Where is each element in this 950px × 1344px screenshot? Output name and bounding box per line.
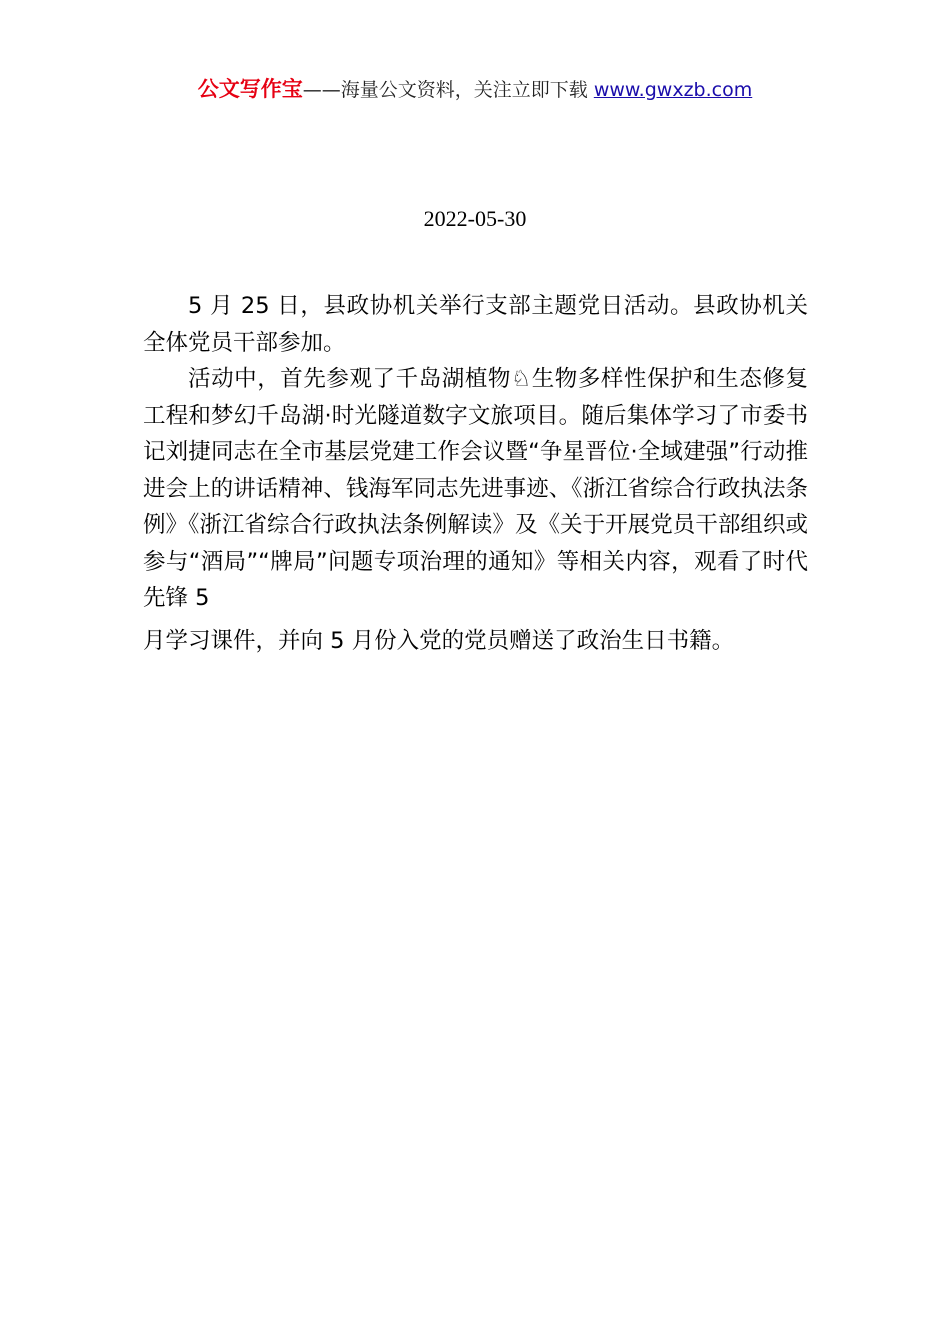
header-tagline: ——海量公文资料，关注立即下载 xyxy=(302,79,588,101)
paragraph-tail: 月学习课件，并向 5 月份入党的党员赠送了政治生日书籍。 xyxy=(143,627,735,654)
paragraph-2: 活动中，首先参观了千岛湖植物♘生物多样性保护和生态修复工程和梦幻千岛湖·时光隧道数字文旅项目。随后集体学习了市委书记刘捷同志在全市基层党建工作会议暨“争星晋位·全域建强”行动推进会上的讲话精神、钱海军同志先进事迹、《浙江省综合行政执法条例》《浙江省综合行政执法条例解读》及《关于开展党员干部组织或参与“酒局”“牌局”问题专项治理的通知》等相关内容，观看了时代先锋 5 xyxy=(143,366,808,611)
document-body xyxy=(143,288,808,659)
page-header xyxy=(0,74,950,105)
brand-name: 公文写作宝 xyxy=(197,77,303,101)
site-link[interactable]: www.gwxzb.com xyxy=(593,79,753,101)
paragraph-1: 5 月 25 日，县政协机关举行支部主题党日活动。县政协机关全体党员干部参加。 xyxy=(143,293,808,356)
document-date: 2022-05-30 xyxy=(423,206,527,231)
